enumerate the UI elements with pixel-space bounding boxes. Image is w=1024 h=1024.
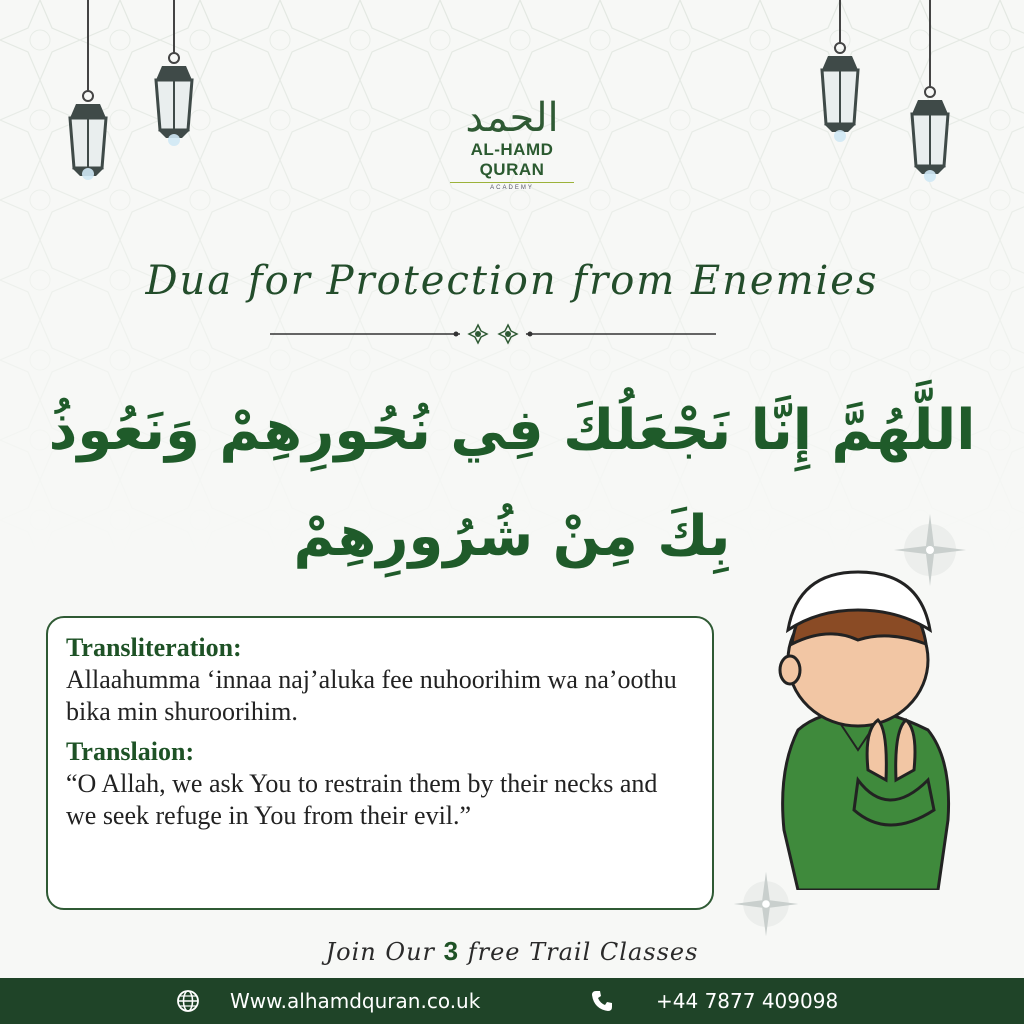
- transliteration-heading: Transliteration:: [66, 633, 242, 662]
- page-title: Dua for Protection from Enemies: [145, 258, 879, 304]
- brand-logo: [440, 95, 584, 191]
- phone-link[interactable]: +44 7877 409098: [656, 989, 839, 1013]
- cta-suffix: free Trail Classes: [467, 938, 699, 966]
- brand-subtitle: ACADEMY: [450, 182, 574, 191]
- star-ornament-icon: [469, 325, 487, 343]
- logo-calligraphy: الحمد: [465, 95, 559, 141]
- translation-text: “O Allah, we ask You to restrain them by their necks and we seek refuge in You from their evil.”: [66, 769, 658, 830]
- brand-name: AL-HAMD QURAN: [470, 140, 554, 179]
- translation-heading: Translaion:: [66, 737, 195, 766]
- lantern-icon: [60, 0, 120, 190]
- transliteration-text: Allaahumma ‘innaa naj’aluka fee nuhoorihim wa na’oothu bika min shuroorihim.: [66, 665, 677, 726]
- ornament-divider: [270, 322, 716, 346]
- dua-info-card: [46, 616, 714, 910]
- phone-icon: [590, 989, 614, 1013]
- star-ornament-icon: [499, 325, 517, 343]
- lantern-icon: [146, 0, 206, 150]
- cta-number: 3: [443, 936, 460, 966]
- website-link[interactable]: Www.alhamdquran.co.uk: [230, 989, 481, 1013]
- cta-banner[interactable]: [0, 936, 1024, 967]
- footer-bar: [0, 978, 1024, 1024]
- lantern-icon: [900, 0, 960, 190]
- globe-icon: [176, 989, 200, 1013]
- lantern-icon: [810, 0, 870, 150]
- arabic-dua: اللَّهُمَّ إِنَّا نَجْعَلُكَ فِي نُحُورِهِمْ وَنَعُوذُ بِكَ مِنْ شُرُورِهِمْ: [48, 398, 976, 569]
- praying-boy-illustration: [738, 570, 978, 890]
- cta-prefix: Join Our: [325, 938, 435, 966]
